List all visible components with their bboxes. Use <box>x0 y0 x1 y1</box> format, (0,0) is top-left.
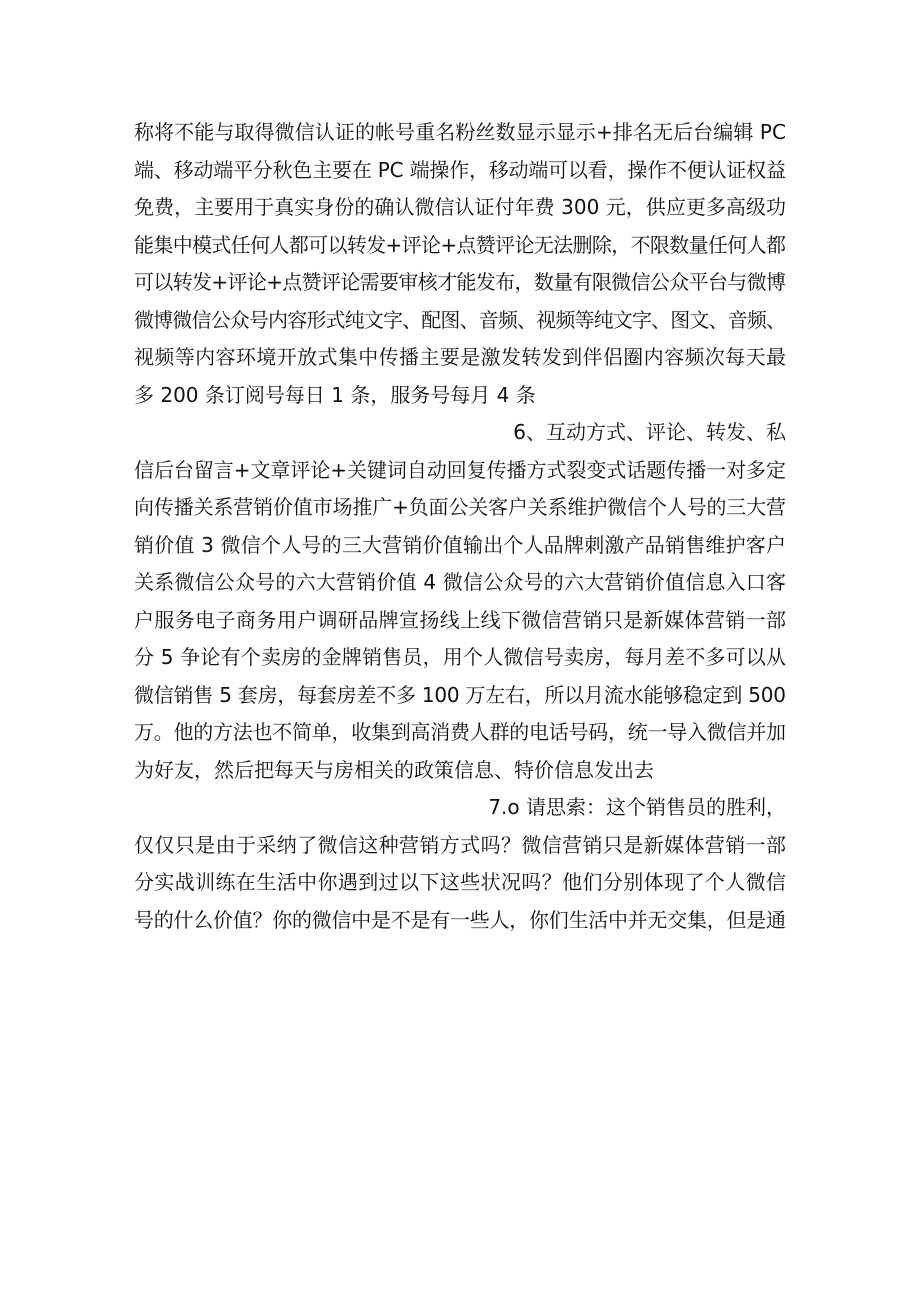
text-line: 可以转发+评论+点赞评论需要审核才能发布，数量有限微信公众平台与微博 <box>134 270 786 294</box>
text-line: 户服务电子商务用户调研品牌宣扬线上线下微信营销只是新媒体营销一部 <box>134 607 786 632</box>
text-line: 6、互动方式、评论、转发、私 <box>513 420 786 444</box>
text-line: 销价值 3 微信个人号的三大营销价值输出个人品牌刺激产品销售维护客户 <box>134 532 786 557</box>
text-line: 视频等内容环境开放式集中传播主要是激发转发到伴侣圈内容频次每天最 <box>134 345 786 369</box>
text-line: 号的什么价值？你的微信中是不是有一些人，你们生活中并无交集，但是通 <box>134 907 786 932</box>
text-line: 微信销售 5 套房，每套房差不多 100 万左右，所以月流水能够稳定到 500 <box>134 682 786 707</box>
text-line: 仅仅只是由于采纳了微信这种营销方式吗？微信营销只是新媒体营销一部 <box>134 832 786 857</box>
text-line: 信后台留言+文章评论+关键词自动回复传播方式裂变式话题传播一对多定 <box>134 457 786 482</box>
text-line: 向传播关系营销价值市场推广+负面公关客户关系维护微信个人号的三大营 <box>134 495 786 519</box>
text-line: 微博微信公众号内容形式纯文字、配图、音频、视频等纯文字、图文、音频、 <box>134 307 786 332</box>
text-line: 免费，主要用于真实身份的确认微信认证付年费 300 元，供应更多高级功 <box>134 195 786 219</box>
text-line: 多 200 条订阅号每日 1 条，服务号每月 4 条 <box>134 382 536 407</box>
text-line: 能集中模式任何人都可以转发+评论+点赞评论无法删除，不限数量任何人都 <box>134 232 786 257</box>
document-body <box>134 114 786 939</box>
text-line: 7.o 请思索：这个销售员的胜利， <box>488 795 786 819</box>
text-line: 称将不能与取得微信认证的帐号重名粉丝数显示显示+排名无后台编辑 PC <box>134 120 786 144</box>
text-line: 关系微信公众号的六大营销价值 4 微信公众号的六大营销价值信息入口客 <box>134 570 786 594</box>
text-line: 为好友，然后把每天与房相关的政策信息、特价信息发出去 <box>134 757 654 782</box>
text-line: 端、移动端平分秋色主要在 PC 端操作，移动端可以看，操作不便认证权益 <box>134 157 786 182</box>
text-line: 分 5 争论有个卖房的金牌销售员，用个人微信号卖房，每月差不多可以从 <box>134 645 786 669</box>
text-line: 分实战训练在生活中你遇到过以下这些状况吗？他们分别体现了个人微信 <box>134 870 786 894</box>
text-line: 万。他的方法也不简单，收集到高消费人群的电话号码，统一导入微信并加 <box>134 720 786 744</box>
